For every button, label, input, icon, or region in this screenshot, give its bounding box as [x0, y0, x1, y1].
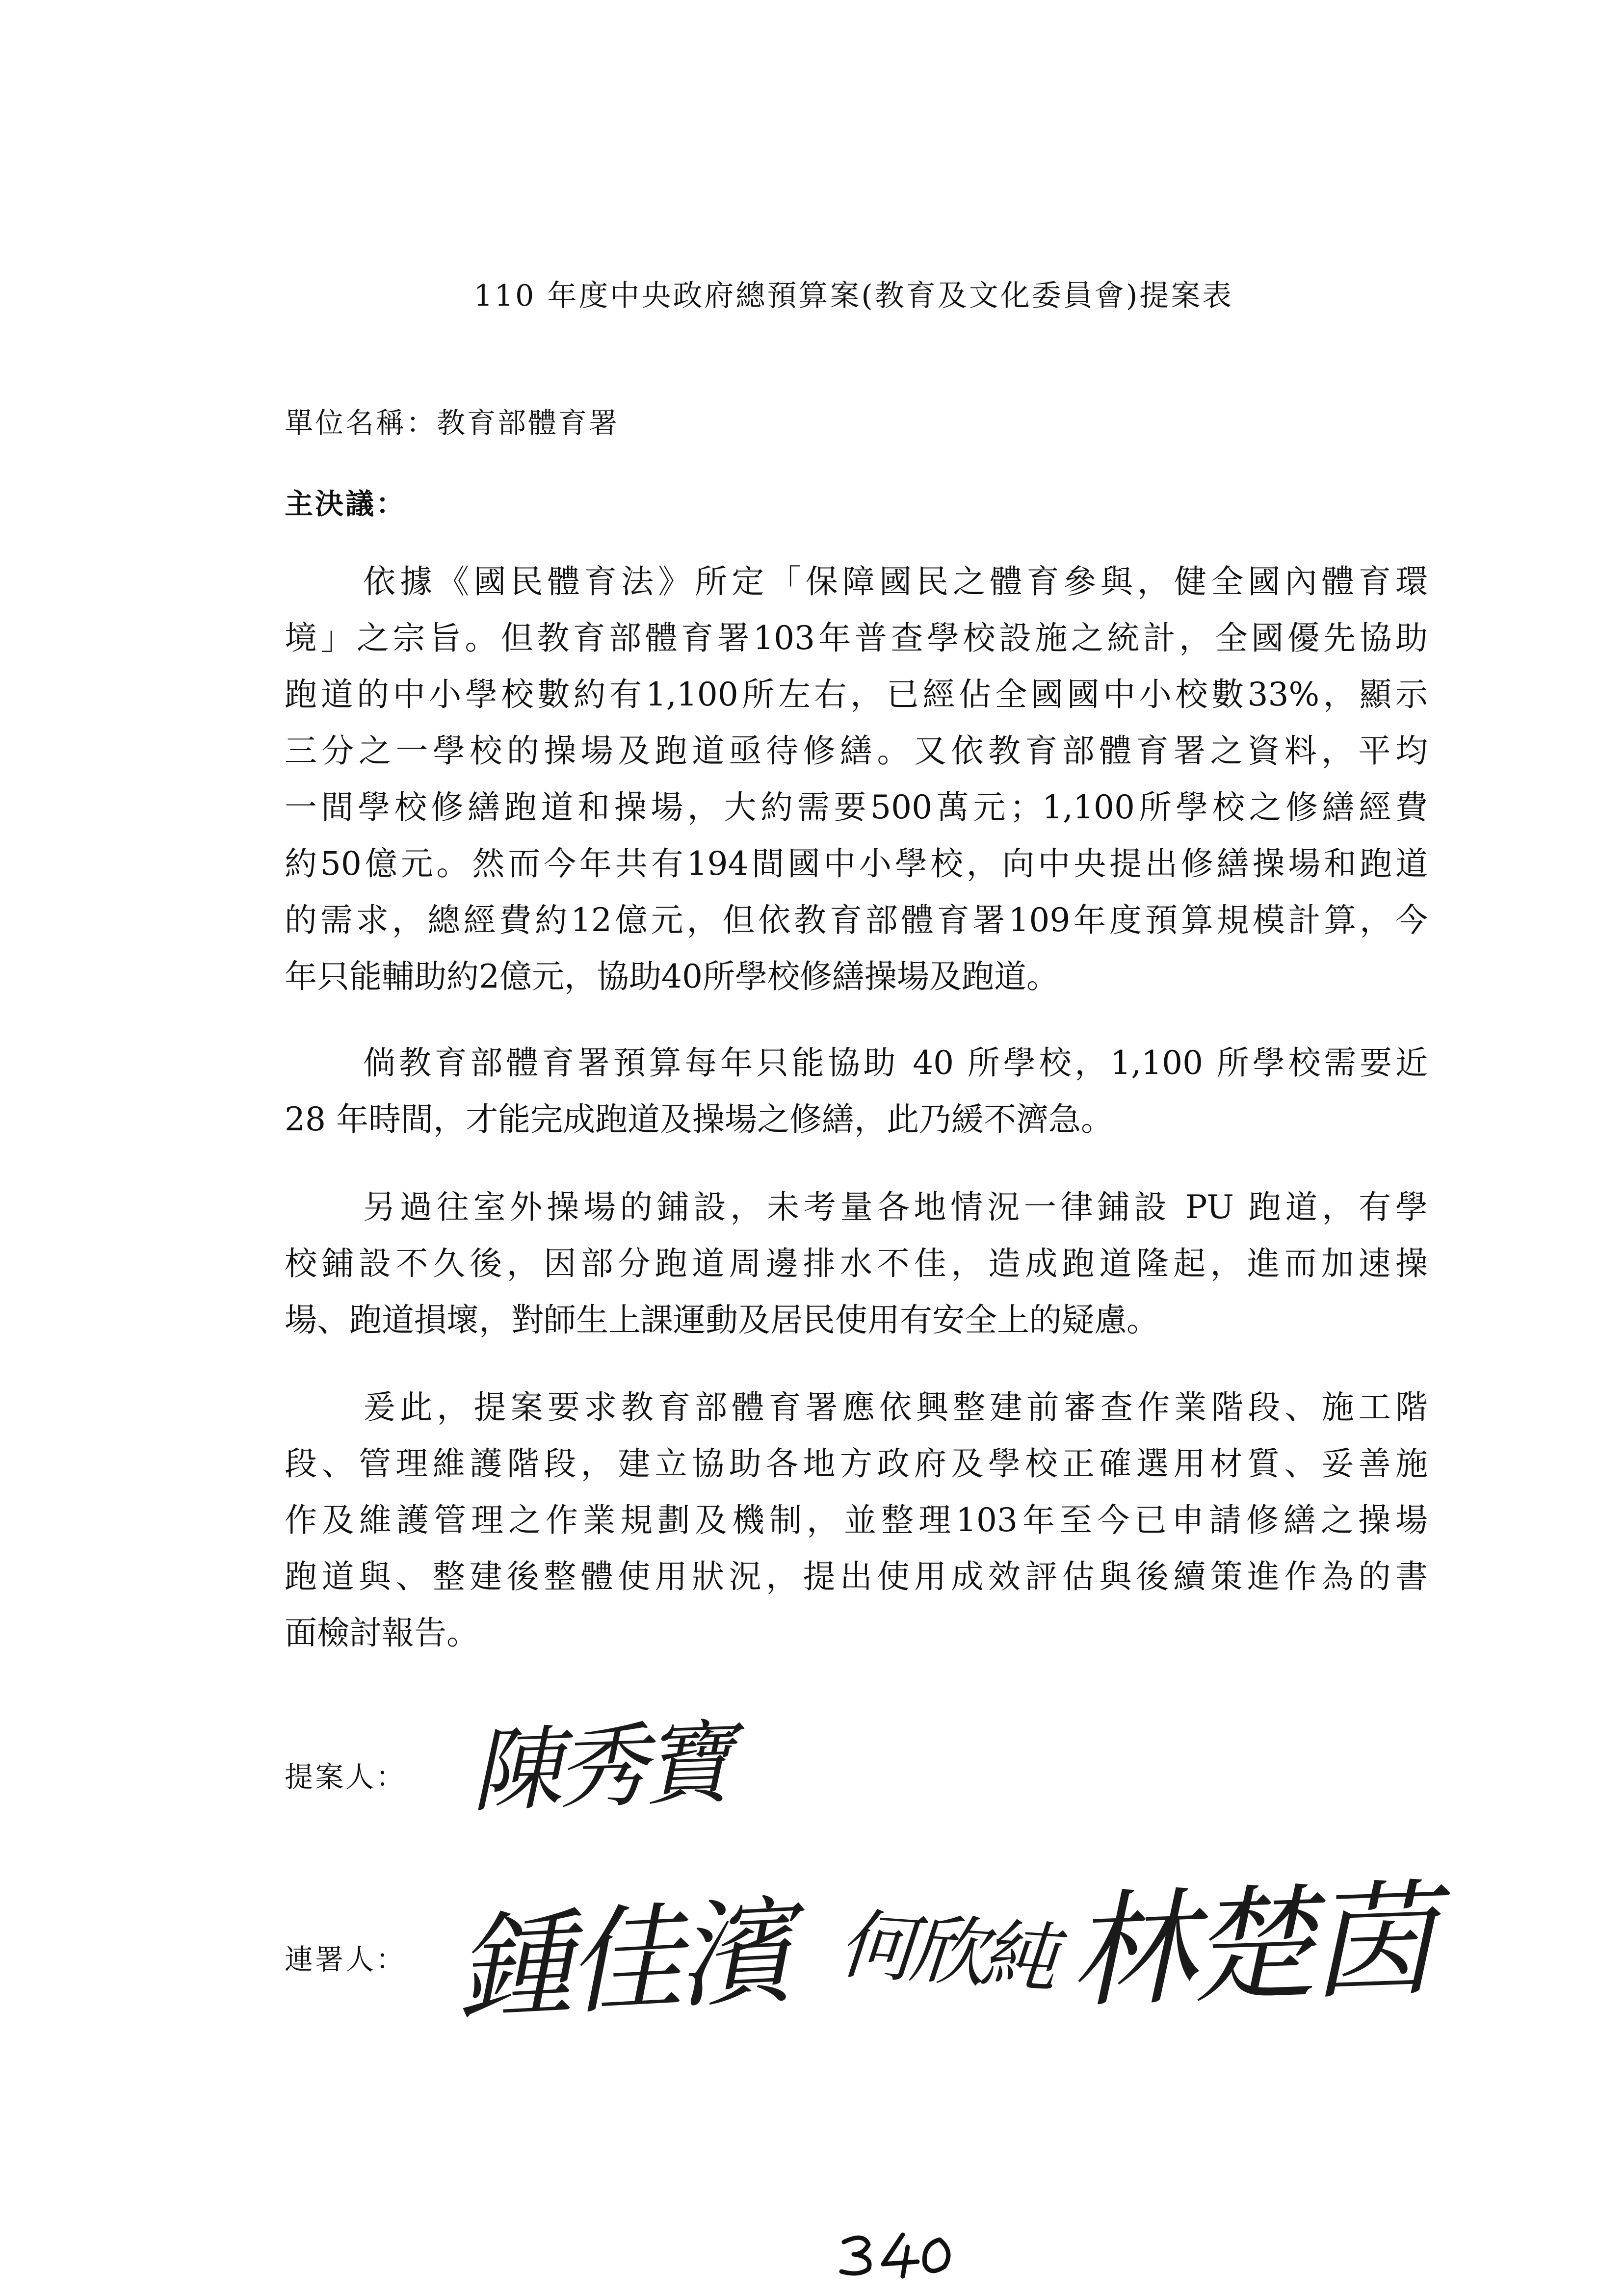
paragraph-line: 段、管理維護階段，建立協助各地方政府及學校正確選用材質、妥善施	[285, 1445, 1428, 1483]
paragraph-line: 28 年時間，才能完成跑道及操場之修繕，此乃緩不濟急。	[285, 1100, 1113, 1138]
cosigner-label: 連署人：	[285, 1943, 407, 1976]
paragraph-line: 依據《國民體育法》所定「保障國民之體育參與，健全國內體育環	[363, 563, 1428, 600]
paragraph-1	[285, 553, 1428, 1005]
paragraph-line: 面檢討報告。	[285, 1614, 479, 1652]
paragraph-line: 的需求，總經費約12億元，但依教育部體育署109年度預算規模計算，今	[285, 901, 1428, 939]
proposer-signature: 陳秀寶	[469, 1709, 731, 1825]
paragraph-line: 作及維護管理之作業規劃及機制，並整理103年至今已申請修繕之操場	[285, 1501, 1428, 1539]
paragraph-line: 年只能輔助約2億元，協助40所學校修繕操場及跑道。	[285, 958, 1059, 995]
paragraph-2	[285, 1035, 1428, 1148]
resolution-heading: 主決議：	[285, 487, 407, 521]
paragraph-4	[285, 1379, 1428, 1661]
paragraph-line: 倘教育部體育署預算每年只能協助 40 所學校，1,100 所學校需要近	[363, 1044, 1428, 1082]
paragraph-line: 爰此，提案要求教育部體育署應依興整建前審查作業階段、施工階	[363, 1388, 1428, 1426]
document-title: 110 年度中央政府總預算案(教育及文化委員會)提案表	[473, 279, 1234, 313]
cosigner-signature-2: 何欣純	[836, 1900, 1055, 2003]
paragraph-line: 校鋪設不久後，因部分跑道周邊排水不佳，造成跑道隆起，進而加速操	[285, 1245, 1428, 1282]
paragraph-line: 三分之一學校的操場及跑道亟待修繕。又依教育部體育署之資料，平均	[285, 732, 1428, 770]
unit-name: 單位名稱：教育部體育署	[285, 406, 620, 440]
paragraph-line: 約50億元。然而今年共有194間國中小學校，向中央提出修繕操場和跑道	[285, 845, 1428, 883]
page-number-handwritten	[834, 2227, 962, 2281]
paragraph-line: 境」之宗旨。但教育部體育署103年普查學校設施之統計，全國優先協助	[285, 619, 1428, 657]
paragraph-3	[285, 1179, 1428, 1348]
paragraph-line: 跑道與、整建後整體使用狀況，提出使用成效評估與後續策進作為的書	[285, 1558, 1428, 1595]
paragraph-line: 場、跑道損壞，對師生上課運動及居民使用有安全上的疑慮。	[285, 1301, 1159, 1339]
proposer-label: 提案人：	[285, 1760, 407, 1794]
paragraph-line: 一間學校修繕跑道和操場，大約需要500萬元；1,100所學校之修繕經費	[285, 788, 1428, 826]
paragraph-line: 跑道的中小學校數約有1,100所左右，已經佔全國國中小校數33%，顯示	[285, 676, 1428, 713]
cosigner-signature-1: 鍾佳濱	[453, 1885, 791, 2037]
cosigner-signature-3: 林楚茵	[1067, 1867, 1433, 2026]
paragraph-line: 另過往室外操場的鋪設，未考量各地情況一律鋪設 PU 跑道，有學	[363, 1188, 1428, 1226]
